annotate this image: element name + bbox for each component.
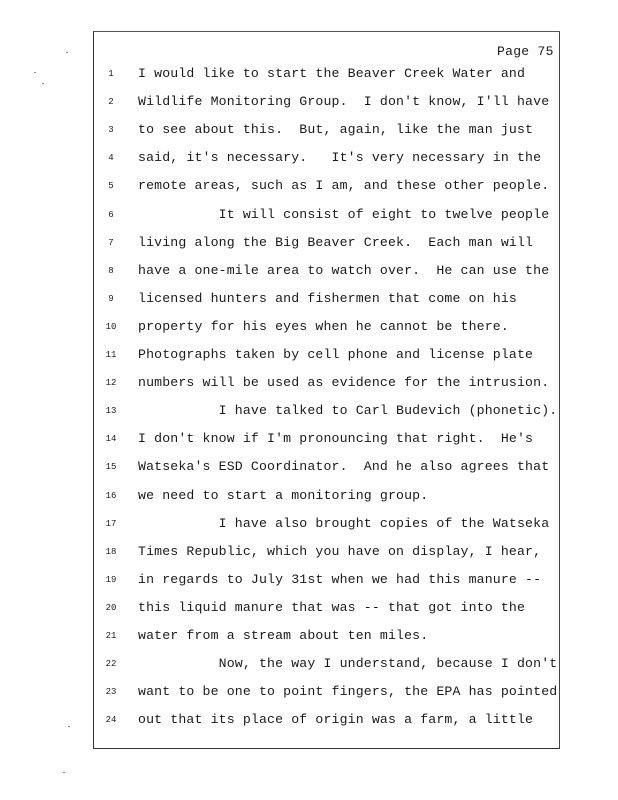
line-number: 22 <box>105 659 117 669</box>
transcript-line: Photographs taken by cell phone and license plate <box>138 347 534 362</box>
transcript-line: have a one-mile area to watch over. He can use the <box>138 263 550 278</box>
transcript-line: Now, the way I understand, because I don't <box>138 656 558 671</box>
transcript-line: want to be one to point fingers, the EPA has pointed <box>138 684 558 699</box>
line-number: 9 <box>108 294 114 304</box>
line-number: 13 <box>105 406 117 416</box>
line-number: 8 <box>108 266 114 276</box>
transcript-line: in regards to July 31st when we had this manure -- <box>138 572 542 587</box>
line-number: 20 <box>105 603 117 613</box>
transcript-line: I have talked to Carl Budevich (phonetic). <box>138 403 558 418</box>
transcript-line: we need to start a monitoring group. <box>138 488 429 503</box>
transcript-line: It will consist of eight to twelve people <box>138 207 550 222</box>
scan-speck <box>68 726 70 727</box>
line-number: 3 <box>108 125 114 135</box>
line-number: 7 <box>108 238 114 248</box>
transcript-line: I have also brought copies of the Watseka <box>138 516 550 531</box>
transcript-line: Times Republic, which you have on display, I hear, <box>138 544 542 559</box>
transcript-line: property for his eyes when he cannot be there. <box>138 319 509 334</box>
page-number: Page 75 <box>497 44 554 59</box>
transcript-line: said, it's necessary. It's very necessary in the <box>138 150 542 165</box>
line-number: 5 <box>108 181 114 191</box>
line-number: 17 <box>105 519 117 529</box>
line-number: 16 <box>105 491 117 501</box>
transcript-line: I don't know if I'm pronouncing that right. He's <box>138 431 534 446</box>
line-number: 24 <box>105 715 117 725</box>
line-number: 1 <box>108 69 114 79</box>
line-number: 15 <box>105 462 117 472</box>
transcript-line: numbers will be used as evidence for the intrusion. <box>138 375 550 390</box>
scan-speck <box>63 772 65 773</box>
transcript-line: to see about this. But, again, like the man just <box>138 122 534 137</box>
transcript-line: remote areas, such as I am, and these other people. <box>138 178 550 193</box>
line-number: 4 <box>108 153 114 163</box>
line-number: 14 <box>105 434 117 444</box>
transcript-line: Watseka's ESD Coordinator. And he also agrees that <box>138 459 550 474</box>
line-number: 23 <box>105 687 117 697</box>
line-number: 2 <box>108 97 114 107</box>
scan-speck <box>66 52 68 53</box>
line-number: 21 <box>105 631 117 641</box>
line-number: 6 <box>108 210 114 220</box>
transcript-line: living along the Big Beaver Creek. Each man will <box>138 235 534 250</box>
line-number: 19 <box>105 575 117 585</box>
scan-speck <box>42 83 44 84</box>
line-number: 12 <box>105 378 117 388</box>
transcript-line: out that its place of origin was a farm, a little <box>138 712 534 727</box>
transcript-line: Wildlife Monitoring Group. I don't know, I'll have <box>138 94 550 109</box>
line-number: 18 <box>105 547 117 557</box>
line-number: 10 <box>105 322 117 332</box>
transcript-line: I would like to start the Beaver Creek Water and <box>138 66 526 81</box>
transcript-line: licensed hunters and fishermen that come on his <box>138 291 517 306</box>
line-number: 11 <box>105 350 117 360</box>
transcript-line: water from a stream about ten miles. <box>138 628 429 643</box>
transcript-line: this liquid manure that was -- that got into the <box>138 600 526 615</box>
scan-speck <box>34 72 36 73</box>
